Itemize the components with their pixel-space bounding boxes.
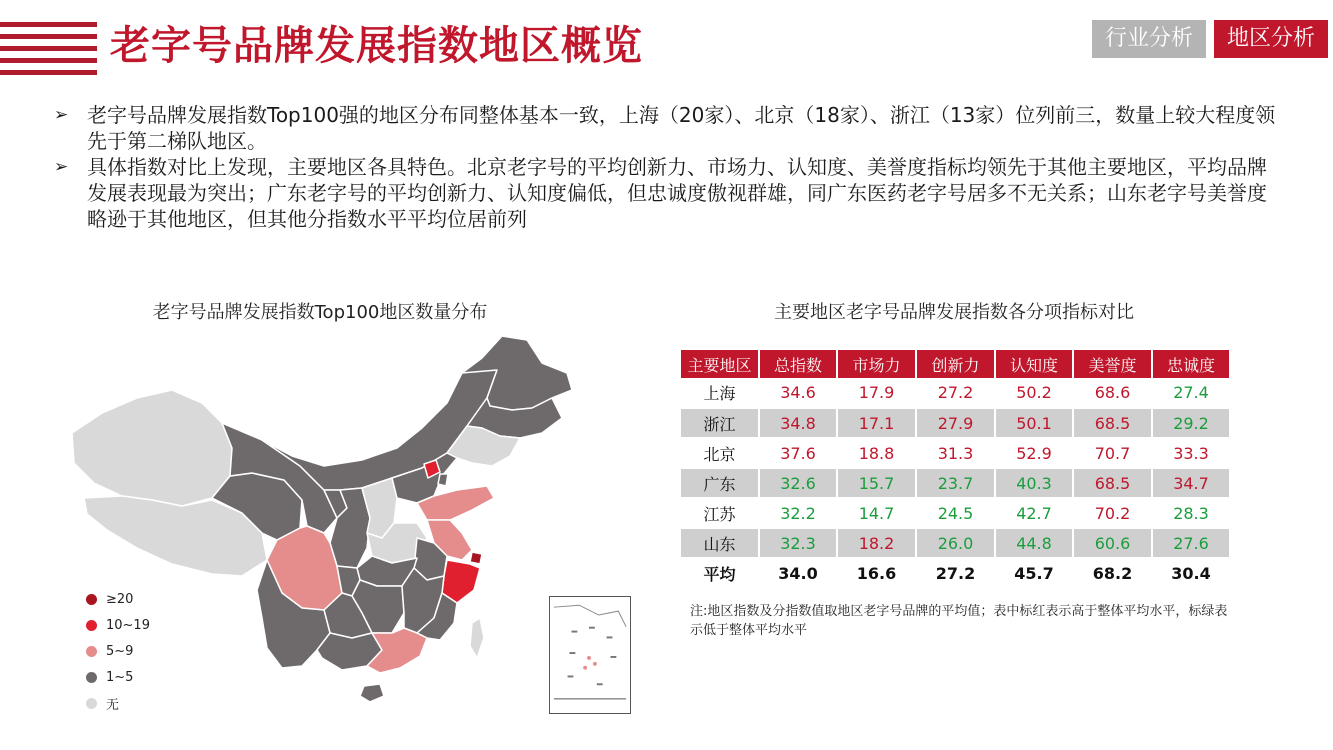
legend-swatch	[86, 672, 97, 683]
table-row	[681, 408, 1230, 438]
value-cell: 50.2	[995, 378, 1073, 408]
value-cell: 32.2	[759, 498, 837, 528]
value-cell: 28.3	[1152, 498, 1230, 528]
legend-label: 10~19	[106, 617, 150, 633]
value-cell: 68.5	[1073, 468, 1152, 498]
region-cell: 山东	[681, 528, 759, 558]
region-tianjin	[438, 474, 448, 486]
average-value-cell: 45.7	[995, 558, 1073, 588]
average-value-cell: 34.0	[759, 558, 837, 588]
value-cell: 42.7	[995, 498, 1073, 528]
value-cell: 33.3	[1152, 438, 1230, 468]
legend-swatch	[86, 646, 97, 657]
value-cell: 32.3	[759, 528, 837, 558]
value-cell: 18.2	[837, 528, 916, 558]
tab-industry-analysis[interactable]: 行业分析	[1092, 20, 1206, 58]
region-cell: 广东	[681, 468, 759, 498]
bullet-item	[50, 154, 1280, 232]
section-tabs	[1092, 20, 1328, 58]
bullet-arrow-icon: ➢	[54, 157, 69, 177]
page-title: 老字号品牌发展指数地区概览	[110, 23, 643, 69]
value-cell: 27.4	[1152, 378, 1230, 408]
table-header-cell: 创新力	[916, 350, 995, 378]
value-cell: 14.7	[837, 498, 916, 528]
value-cell: 17.1	[837, 408, 916, 438]
header-stripes	[0, 22, 97, 76]
bullet-text: 具体指数对比上发现，主要地区各具特色。北京老字号的平均创新力、市场力、认知度、美誉度指标均领先于其他主要地区，平均品牌发展表现最为突出；广东老字号的平均创新力、认知度偏低，但忠诚度傲视群雄，同广东医药老字号居多不无关系；山东老字号美誉度略逊于其他地区，但其他分指数水平平均位居前列	[87, 155, 1267, 231]
table-row	[681, 378, 1230, 408]
legend-swatch	[86, 594, 97, 605]
table-header-cell: 总指数	[759, 350, 837, 378]
value-cell: 44.8	[995, 528, 1073, 558]
legend-label: 5~9	[106, 643, 134, 659]
value-cell: 15.7	[837, 468, 916, 498]
value-cell: 40.3	[995, 468, 1073, 498]
value-cell: 34.6	[759, 378, 837, 408]
table-header-cell: 认知度	[995, 350, 1073, 378]
table-header-cell: 美誉度	[1073, 350, 1152, 378]
tab-region-analysis[interactable]: 地区分析	[1214, 20, 1328, 58]
region-comparison-table	[681, 350, 1231, 589]
region-hainan	[360, 684, 384, 702]
value-cell: 23.7	[916, 468, 995, 498]
value-cell: 34.7	[1152, 468, 1230, 498]
value-cell: 31.3	[916, 438, 995, 468]
value-cell: 17.9	[837, 378, 916, 408]
average-row	[681, 558, 1230, 588]
inset-coastline	[554, 605, 626, 626]
map-title: 老字号品牌发展指数Top100地区数量分布	[152, 302, 488, 323]
region-cell: 上海	[681, 378, 759, 408]
value-cell: 34.8	[759, 408, 837, 438]
value-cell: 18.8	[837, 438, 916, 468]
value-cell: 50.1	[995, 408, 1073, 438]
average-value-cell: 27.2	[916, 558, 995, 588]
legend-swatch	[86, 620, 97, 631]
legend-item	[86, 586, 150, 612]
average-label: 平均	[681, 558, 759, 588]
map-legend	[86, 586, 150, 716]
table-footnote: 注:地区指数及分指数值取地区老字号品牌的平均值；表中标红表示高于整体平均水平，标绿表示低于整体平均水平	[690, 604, 1228, 638]
south-china-sea-inset	[549, 596, 631, 714]
summary-bullets	[50, 102, 1280, 232]
table-header-cell: 忠诚度	[1152, 350, 1230, 378]
value-cell: 52.9	[995, 438, 1073, 468]
legend-item	[86, 690, 150, 716]
legend-item	[86, 612, 150, 638]
value-cell: 27.6	[1152, 528, 1230, 558]
region-cell: 北京	[681, 438, 759, 468]
average-value-cell: 30.4	[1152, 558, 1230, 588]
table-row	[681, 498, 1230, 528]
legend-label: 1~5	[106, 669, 134, 685]
value-cell: 70.7	[1073, 438, 1152, 468]
average-value-cell: 68.2	[1073, 558, 1152, 588]
table-header-cell: 市场力	[837, 350, 916, 378]
legend-label: 无	[106, 697, 120, 713]
value-cell: 68.5	[1073, 408, 1152, 438]
value-cell: 60.6	[1073, 528, 1152, 558]
legend-swatch	[86, 698, 97, 709]
region-cell: 浙江	[681, 408, 759, 438]
region-shanghai	[470, 552, 482, 564]
bullet-item	[50, 102, 1280, 154]
value-cell: 29.2	[1152, 408, 1230, 438]
region-xinjiang	[72, 390, 232, 506]
bullet-arrow-icon: ➢	[54, 105, 69, 125]
table-row	[681, 528, 1230, 558]
value-cell: 68.6	[1073, 378, 1152, 408]
legend-item	[86, 664, 150, 690]
value-cell: 24.5	[916, 498, 995, 528]
average-value-cell: 16.6	[837, 558, 916, 588]
table-row	[681, 468, 1230, 498]
table-header-row	[681, 350, 1230, 378]
table-title: 主要地区老字号品牌发展指数各分项指标对比	[774, 302, 1134, 323]
value-cell: 27.9	[916, 408, 995, 438]
region-cell: 江苏	[681, 498, 759, 528]
region-taiwan	[470, 618, 484, 658]
legend-label: ≥20	[106, 591, 134, 607]
value-cell: 32.6	[759, 468, 837, 498]
value-cell: 37.6	[759, 438, 837, 468]
legend-item	[86, 638, 150, 664]
table-row	[681, 438, 1230, 468]
table-header-cell: 主要地区	[681, 350, 759, 378]
value-cell: 26.0	[916, 528, 995, 558]
value-cell: 27.2	[916, 378, 995, 408]
bullet-text: 老字号品牌发展指数Top100强的地区分布同整体基本一致，上海（20家）、北京（18家）、浙江（13家）位列前三，数量上较大程度领先于第二梯队地区。	[87, 103, 1276, 153]
value-cell: 70.2	[1073, 498, 1152, 528]
